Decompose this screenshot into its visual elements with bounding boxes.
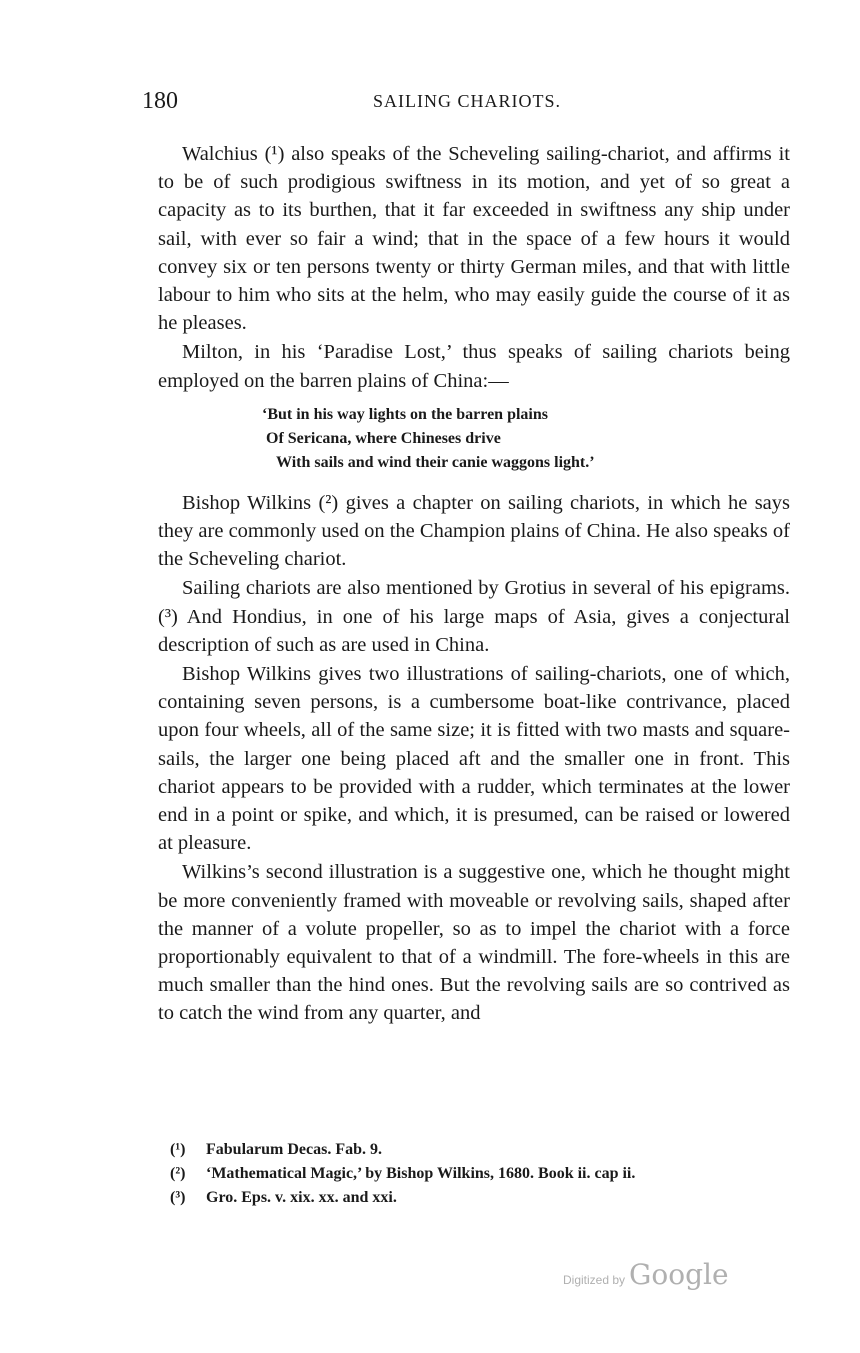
digitized-watermark [563,1258,729,1291]
running-title: SAILING CHARIOTS. [373,91,561,111]
page-header [142,88,792,120]
footnote-mark: (¹) [170,1141,186,1158]
page-number: 180 [142,88,178,114]
footnote-mark: (²) [170,1165,186,1182]
body-text [158,140,790,1029]
verse-line: With sails and wind their canie waggons light.’ [276,453,595,471]
paragraph-illustrations: Bishop Wilkins gives two illustrations of sailing-chariots, one of which, containing seven persons, is a cumbersome boat-like contrivance, placed upon four wheels, all of the same size; it is fitted with two masts and square-sails, the larger one being placed aft and the smaller one in front. This chariot appears to be provided with a rudder, which terminates at the lower end in a point or spike, and which, it is presumed, can be raised or lowered at pleasure. [158,663,790,855]
paragraph-milton: Milton, in his ‘Paradise Lost,’ thus speaks of sailing chariots being employed on the barren plains of China:— [158,341,790,392]
footnote-text: Gro. Eps. v. xix. xx. and xxi. [206,1189,397,1206]
footnote [170,1138,770,1162]
verse-quotation [262,403,790,475]
paragraph-wilkins: Bishop Wilkins (²) gives a chapter on sailing chariots, in which he says they are commonly used on the Champion plains of China. He also speaks of the Scheveling chariot. [158,491,790,571]
paragraph-grotius: Sailing chariots are also mentioned by Grotius in several of his epigrams. (³) And Hondius, in one of his large maps of Asia, gives a conjectural description of such as are used in China. [158,577,790,656]
verse-line: Of Sericana, where Chineses drive [266,429,501,447]
footnote-text: Fabularum Decas. Fab. 9. [206,1141,382,1158]
watermark-small-text: Digitized by [563,1273,626,1287]
footnote-mark: (³) [170,1189,186,1206]
paragraph-walchius: Walchius (¹) also speaks of the Scheveling sailing-chariot, and affirms it to be of such prodigious swiftness in its motion, and yet of so great a capacity as to its burthen, that it far exceeded in swiftness any ship under sail, with ever so fair a wind; that in the space of a few hours it would convey six or ten persons twenty or thirty German miles, and that with little labour to him who sits at the helm, who may easily guide the course of it as he pleases. [158,143,790,335]
footnote [170,1162,770,1186]
google-logo: Google [629,1258,729,1291]
footnote-text: ‘Mathematical Magic,’ by Bishop Wilkins, 1680. Book ii. cap ii. [206,1165,636,1182]
footnotes [170,1138,770,1210]
verse-line: ‘But in his way lights on the barren plains [262,405,548,423]
paragraph-second-illustration: Wilkins’s second illustration is a suggestive one, which he thought might be more conveniently framed with moveable or revolving sails, shaped after the manner of a volute propeller, so as to impel the chariot with a force proportionably equivalent to that of a windmill. The fore-wheels in this are much smaller than the hind ones. But the revolving sails are so contrived as to catch the wind from any quarter, and [158,861,790,1025]
footnote [170,1186,770,1210]
